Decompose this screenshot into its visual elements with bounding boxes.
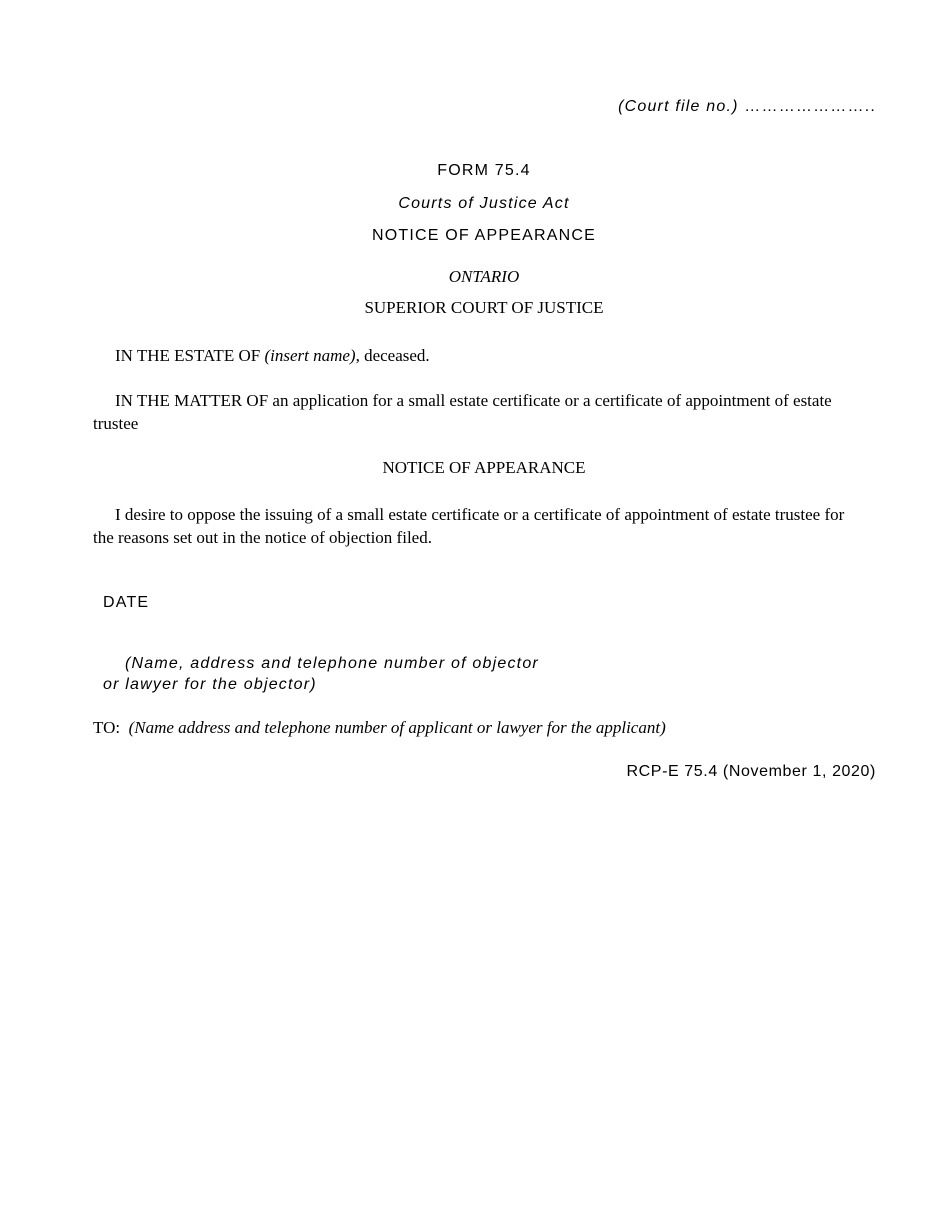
- court-file-number: [618, 98, 876, 116]
- to-label: TO:: [93, 718, 121, 737]
- form-number: FORM 75.4: [437, 162, 531, 179]
- matter-paragraph: IN THE MATTER OF an application for a small estate certificate or a certificate of appointment of estate trustee: [93, 391, 832, 433]
- form-code: RCP-E 75.4 (November 1, 2020): [626, 763, 876, 780]
- date-label: DATE: [103, 594, 150, 611]
- province-name: ONTARIO: [448, 267, 520, 286]
- estate-suffix: , deceased.: [355, 346, 430, 365]
- estate-prefix: IN THE ESTATE OF: [115, 346, 261, 365]
- form-title: NOTICE OF APPEARANCE: [371, 227, 597, 244]
- court-file-blank: …………………..: [744, 98, 876, 115]
- estate-line: [93, 344, 863, 367]
- objector-info: (Name, address and telephone number of objector or lawyer for the objector): [103, 655, 539, 693]
- court-file-label: (Court file no.): [618, 98, 739, 115]
- recipient-details: (Name address and telephone number of applicant or lawyer for the applicant): [128, 718, 666, 737]
- estate-name-placeholder: (insert name): [264, 346, 356, 365]
- recipient-line: [93, 718, 666, 738]
- act-name: Courts of Justice Act: [398, 195, 570, 212]
- section-heading: NOTICE OF APPEARANCE: [382, 458, 586, 477]
- opposition-paragraph: I desire to oppose the issuing of a small estate certificate or a certificate of appointment of estate trustee for the reasons set out in the notice of objection filed.: [93, 505, 845, 547]
- court-name: SUPERIOR COURT OF JUSTICE: [364, 298, 604, 317]
